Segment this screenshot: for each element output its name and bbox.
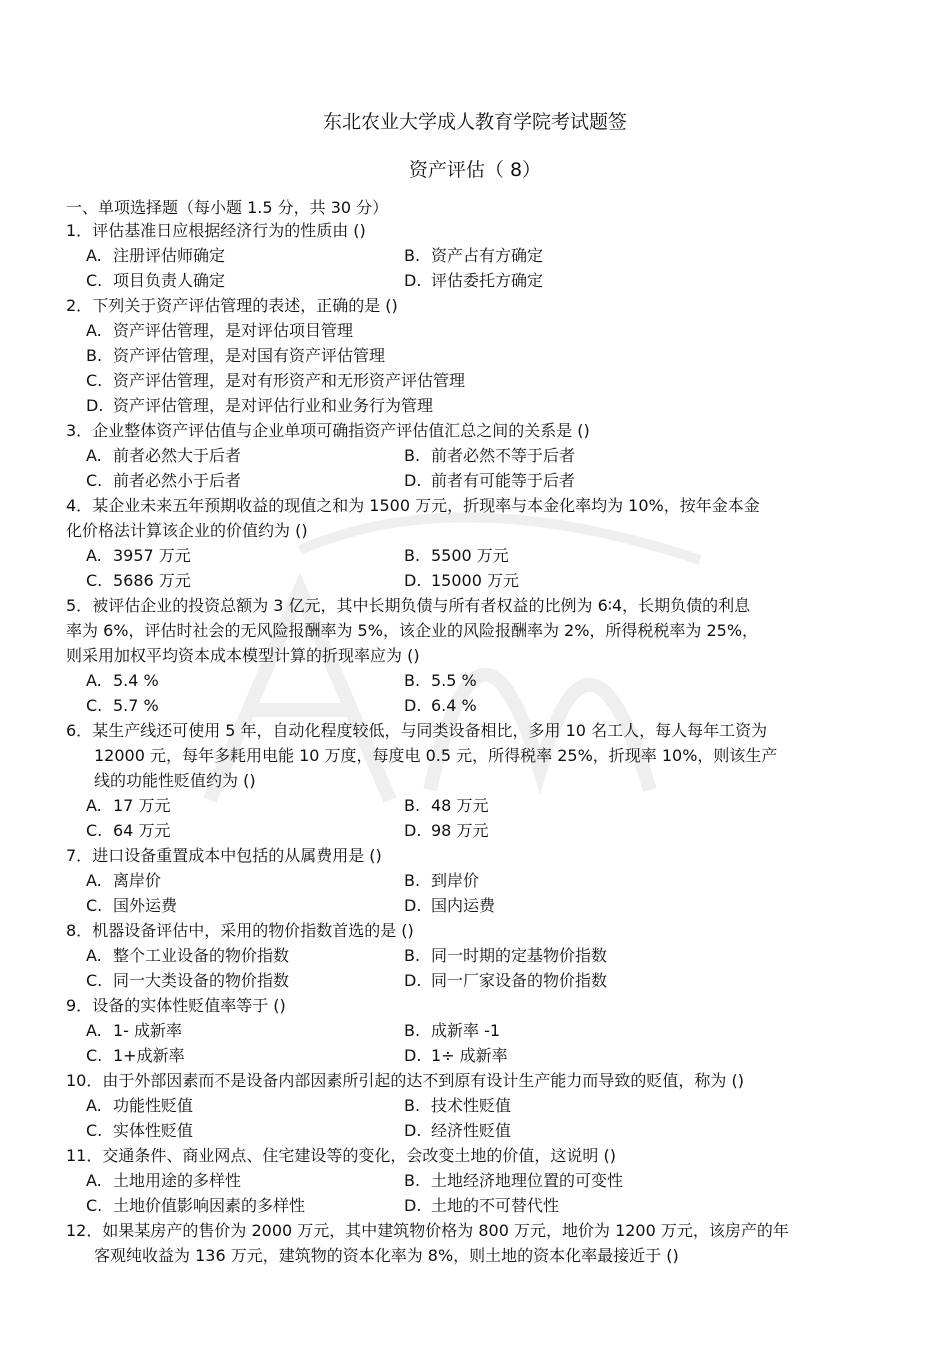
question-12: [66, 1218, 881, 1268]
option-item: [86, 318, 881, 343]
option-list: [66, 243, 881, 293]
option-letter: B.: [404, 246, 421, 265]
option-item: [86, 818, 404, 843]
option-list: [66, 1093, 881, 1143]
question-text-continued: 线的功能性贬值约为 (): [94, 771, 256, 790]
question-number: 10．: [66, 1071, 103, 1090]
option-item: [86, 468, 404, 493]
option-text: 土地的不可替代性: [431, 1196, 560, 1215]
question-9: [66, 993, 881, 1068]
option-letter: A.: [86, 546, 102, 565]
question-7: [66, 843, 881, 918]
option-text: 土地用途的多样性: [113, 1171, 242, 1190]
option-list: [66, 868, 881, 918]
option-item: [404, 868, 881, 893]
option-item: [86, 893, 404, 918]
option-item: [404, 568, 881, 593]
option-item: [86, 1193, 404, 1218]
option-item: [86, 393, 881, 418]
option-letter: A.: [86, 946, 102, 965]
question-stem: [66, 418, 881, 443]
option-text: 17 万元: [113, 796, 171, 815]
question-stem: [66, 718, 881, 743]
option-list: [66, 543, 881, 593]
option-letter: C.: [86, 571, 103, 590]
question-text: 如果某房产的售价为 2000 万元，其中建筑物价格为 800 万元，地价为 1200 万元，该房产的年: [102, 1221, 789, 1240]
question-4: [66, 493, 881, 593]
option-list: [66, 1168, 881, 1218]
option-text: 功能性贬值: [113, 1096, 194, 1115]
option-item: [86, 1018, 404, 1043]
question-text: 进口设备重置成本中包括的从属费用是 (): [92, 846, 382, 865]
option-item: [86, 693, 404, 718]
option-item: [86, 1118, 404, 1143]
option-letter: A.: [86, 321, 102, 340]
option-list: [66, 668, 881, 718]
option-letter: D.: [404, 821, 422, 840]
option-list: [66, 443, 881, 493]
option-text: 前者有可能等于后者: [431, 471, 576, 490]
option-letter: C.: [86, 471, 103, 490]
question-stem: [66, 593, 881, 618]
question-11: [66, 1143, 881, 1218]
option-item: [404, 1168, 881, 1193]
option-text: 资产评估管理，是对国有资产评估管理: [113, 346, 386, 365]
option-letter: B.: [404, 871, 421, 890]
option-item: [404, 468, 881, 493]
option-text: 成新率 -1: [431, 1021, 501, 1040]
question-number: 2．: [66, 296, 93, 315]
option-item: [404, 1193, 881, 1218]
option-item: [404, 1018, 881, 1043]
question-text-continued: 则采用加权平均资本成本模型计算的折现率应为 (): [66, 646, 420, 665]
question-number: 12．: [66, 1221, 103, 1240]
option-letter: D.: [404, 1121, 422, 1140]
question-text-continued: 客观纯收益为 136 万元，建筑物的资本化率为 8%，则土地的资本化率最接近于 (): [94, 1246, 679, 1265]
option-text: 64 万元: [113, 821, 171, 840]
option-letter: D.: [404, 896, 422, 915]
option-letter: C.: [86, 271, 103, 290]
option-item: [86, 668, 404, 693]
option-letter: C.: [86, 1121, 103, 1140]
option-item: [404, 1093, 881, 1118]
question-text: 某生产线还可使用 5 年，自动化程度较低，与同类设备相比，多用 10 名工人，每人每年工资为: [92, 721, 768, 740]
option-item: [404, 818, 881, 843]
option-text: 6.4 %: [431, 696, 477, 715]
option-letter: B.: [404, 1171, 421, 1190]
option-item: [86, 868, 404, 893]
option-text: 资产评估管理，是对有形资产和无形资产评估管理: [113, 371, 466, 390]
question-text-continued: 率为 6%，评估时社会的无风险报酬率为 5%，该企业的风险报酬率为 2%，所得税税率为 25%，: [66, 621, 759, 640]
option-text: 同一厂家设备的物价指数: [431, 971, 608, 990]
option-text: 国外运费: [113, 896, 178, 915]
question-stem: [66, 1143, 881, 1168]
option-item: [86, 1093, 404, 1118]
option-text: 到岸价: [431, 871, 480, 890]
option-item: [404, 1043, 881, 1068]
option-letter: A.: [86, 246, 102, 265]
option-text: 前者必然小于后者: [113, 471, 242, 490]
option-item: [86, 343, 881, 368]
question-text: 企业整体资产评估值与企业单项可确指资产评估值汇总之间的关系是 (): [92, 421, 590, 440]
option-list: [66, 943, 881, 993]
question-stem: [66, 993, 881, 1018]
option-item: [404, 943, 881, 968]
option-text: 5.7 %: [113, 696, 159, 715]
option-text: 实体性贬值: [113, 1121, 194, 1140]
option-letter: D.: [404, 696, 422, 715]
option-letter: C.: [86, 821, 103, 840]
question-text: 下列关于资产评估管理的表述，正确的是 (): [92, 296, 398, 315]
option-text: 3957 万元: [113, 546, 191, 565]
question-3: [66, 418, 881, 493]
question-number: 9．: [66, 996, 93, 1015]
option-letter: B.: [404, 796, 421, 815]
question-stem: [66, 1068, 881, 1093]
option-text: 15000 万元: [431, 571, 519, 590]
option-text: 1÷ 成新率: [431, 1046, 508, 1065]
option-letter: A.: [86, 871, 102, 890]
option-letter: C.: [86, 1046, 103, 1065]
option-list: [66, 1018, 881, 1068]
question-number: 3．: [66, 421, 93, 440]
option-item: [86, 943, 404, 968]
option-letter: A.: [86, 796, 102, 815]
option-text: 离岸价: [113, 871, 162, 890]
option-letter: C.: [86, 896, 103, 915]
option-text: 1- 成新率: [113, 1021, 183, 1040]
question-text: 交通条件、商业网点、住宅建设等的变化，会改变土地的价值，这说明 (): [102, 1146, 616, 1165]
option-text: 土地价值影响因素的多样性: [113, 1196, 306, 1215]
option-letter: D.: [404, 1046, 422, 1065]
question-10: [66, 1068, 881, 1143]
option-item: [404, 1118, 881, 1143]
question-text: 由于外部因素而不是设备内部因素所引起的达不到原有设计生产能力而导致的贬值，称为 (): [102, 1071, 744, 1090]
option-text: 5.4 %: [113, 671, 159, 690]
option-text: 48 万元: [431, 796, 489, 815]
option-letter: A.: [86, 1171, 102, 1190]
question-5: [66, 593, 881, 718]
option-item: [404, 668, 881, 693]
option-text: 土地经济地理位置的可变性: [431, 1171, 624, 1190]
option-letter: B.: [404, 671, 421, 690]
option-item: [86, 968, 404, 993]
question-text-continued: 化价格法计算该企业的价值约为 (): [66, 521, 308, 540]
question-text: 被评估企业的投资总额为 3 亿元，其中长期负债与所有者权益的比例为 6∶4，长期负债的利息: [92, 596, 751, 615]
option-item: [404, 968, 881, 993]
option-text: 经济性贬值: [431, 1121, 512, 1140]
option-letter: C.: [86, 1196, 103, 1215]
option-letter: C.: [86, 696, 103, 715]
option-text: 评估委托方确定: [431, 271, 544, 290]
option-text: 资产评估管理，是对评估项目管理: [113, 321, 354, 340]
option-letter: D.: [404, 571, 422, 590]
question-list: [66, 218, 881, 1268]
question-stem: [66, 493, 881, 518]
question-number: 7．: [66, 846, 93, 865]
option-letter: B.: [404, 1096, 421, 1115]
section-heading: 一、单项选择题（每小题 1.5 分，共 30 分）: [66, 198, 389, 217]
question-text: 设备的实体性贬值率等于 (): [92, 996, 286, 1015]
option-letter: D.: [404, 971, 422, 990]
option-text: 前者必然大于后者: [113, 446, 242, 465]
exam-title: 资产评估（ 8）: [408, 159, 542, 181]
question-2: [66, 293, 881, 418]
option-text: 资产评估管理，是对评估行业和业务行为管理: [113, 396, 434, 415]
option-text: 前者必然不等于后者: [431, 446, 576, 465]
option-item: [404, 543, 881, 568]
option-letter: C.: [86, 371, 103, 390]
question-stem: [66, 1218, 881, 1243]
option-letter: A.: [86, 446, 102, 465]
option-text: 技术性贬值: [431, 1096, 512, 1115]
option-letter: C.: [86, 971, 103, 990]
option-item: [404, 693, 881, 718]
question-stem: [66, 293, 881, 318]
question-text-continued: 12000 元，每年多耗用电能 10 万度，每度电 0.5 元，所得税率 25%，折现率 10%，则该生产: [94, 746, 778, 765]
question-number: 8．: [66, 921, 93, 940]
option-text: 国内运费: [431, 896, 496, 915]
option-text: 同一大类设备的物价指数: [113, 971, 290, 990]
question-number: 5．: [66, 596, 93, 615]
option-text: 同一时期的定基物价指数: [431, 946, 608, 965]
option-text: 5500 万元: [431, 546, 509, 565]
option-letter: D.: [404, 471, 422, 490]
option-text: 整个工业设备的物价指数: [113, 946, 290, 965]
option-letter: B.: [404, 946, 421, 965]
option-item: [86, 268, 404, 293]
option-text: 注册评估师确定: [113, 246, 226, 265]
option-item: [404, 793, 881, 818]
question-number: 11．: [66, 1146, 103, 1165]
question-1: [66, 218, 881, 293]
question-stem: [66, 843, 881, 868]
question-stem: [66, 918, 881, 943]
option-text: 1+成新率: [113, 1046, 185, 1065]
option-letter: B.: [86, 346, 103, 365]
option-list: [66, 318, 881, 418]
option-item: [404, 243, 881, 268]
option-text: 资产占有方确定: [431, 246, 544, 265]
institution-title: 东北农业大学成人教育学院考试题签: [322, 111, 627, 133]
question-text: 评估基准日应根据经济行为的性质由 (): [92, 221, 366, 240]
option-item: [86, 543, 404, 568]
option-letter: A.: [86, 671, 102, 690]
option-item: [86, 793, 404, 818]
option-item: [86, 1168, 404, 1193]
option-item: [404, 893, 881, 918]
option-item: [86, 568, 404, 593]
option-item: [86, 368, 881, 393]
option-item: [86, 443, 404, 468]
question-number: 6．: [66, 721, 93, 740]
option-item: [86, 1043, 404, 1068]
option-letter: A.: [86, 1021, 102, 1040]
option-item: [86, 243, 404, 268]
question-8: [66, 918, 881, 993]
question-number: 1．: [66, 221, 93, 240]
option-letter: B.: [404, 446, 421, 465]
option-item: [404, 268, 881, 293]
option-text: 5686 万元: [113, 571, 191, 590]
option-letter: D.: [404, 271, 422, 290]
option-letter: D.: [86, 396, 104, 415]
question-text: 机器设备评估中，采用的物价指数首选的是 (): [92, 921, 414, 940]
option-letter: A.: [86, 1096, 102, 1115]
question-stem: [66, 218, 881, 243]
question-6: [66, 718, 881, 843]
option-item: [404, 443, 881, 468]
question-number: 4．: [66, 496, 93, 515]
option-text: 项目负责人确定: [113, 271, 226, 290]
option-list: [66, 793, 881, 843]
option-letter: B.: [404, 1021, 421, 1040]
option-letter: B.: [404, 546, 421, 565]
option-text: 5.5 %: [431, 671, 477, 690]
question-text: 某企业未来五年预期收益的现值之和为 1500 万元，折现率与本金化率均为 10%，按年金本金: [92, 496, 760, 515]
option-text: 98 万元: [431, 821, 489, 840]
option-letter: D.: [404, 1196, 422, 1215]
